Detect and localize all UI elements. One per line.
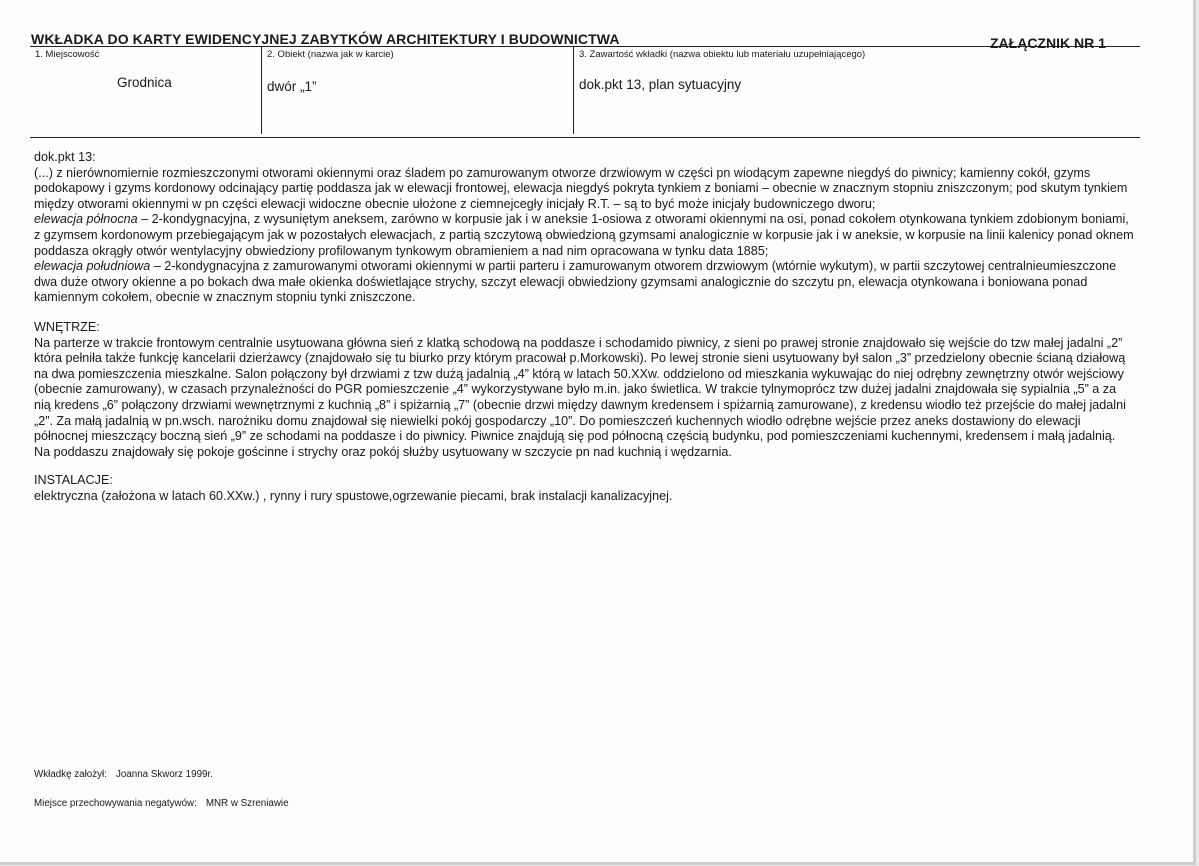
installations-heading: INSTALACJE:: [34, 473, 113, 488]
contents-label: 3. Zawartość wkładki (nazwa obiektu lub materiału uzupełniającego): [579, 49, 866, 60]
storage-line: [34, 798, 289, 809]
object-label: 2. Obiekt (nazwa jak w karcie): [267, 49, 394, 60]
spacer: [34, 306, 1134, 320]
storage-label: Miejsce przechowywania negatywów:: [34, 798, 197, 809]
south-elevation-text: – 2-kondygnacyjna z zamurowanymi otworami okiennymi w partii parteru i zamurowanym otworem drzwiowym (wtórnie wykutym), w partii szczytowej centralnieumieszczone dwa duże otwory okienne a po bokach dwa małe okienka doświetlające strychy, szczyt elewacji obwiedziony gzymsami analogicznie do szczytu pn, elewacja otynkowana i boniowana ponad kamiennym cokołem, obecnie w znacznym stopniu tynki zniszczone.: [34, 259, 1117, 305]
south-elevation-paragraph: [34, 259, 1134, 306]
north-elevation-label: elewacja północna: [34, 212, 138, 227]
installations-text: elektryczna (założona w latach 60.XXw.) , rynny i rury spustowe,ogrzewanie piecami, brak instalacji kanalizacyjnej.: [34, 488, 673, 503]
contents-cell: [573, 47, 1141, 134]
author-label: Wkładkę założył:: [34, 769, 107, 780]
object-value: dwór „1”: [267, 79, 317, 94]
spacer: [34, 460, 1134, 473]
locality-value: Grodnica: [117, 75, 172, 90]
doc-heading: dok.pkt 13:: [34, 150, 96, 164]
interior-text: Na parterze w trakcie frontowym centralnie usytuowana główna sień z klatką schodową na poddasze i schodamido piwnicy, z sieni po prawej stronie znajdowało się wejście do tzw małej jadalni „2” która pełniła także funkcję kancelarii dzierżawcy (znajdowało się tu biurko przy którym pracował p.Morkowski). Po lewej stronie sieni usytuowany był salon „3” przedzielony obecnie ścianą działową na dwa pomieszczenia mieszkalne. Salon połączony był drzwiami z tzw dużą jadalnią „4” którą w latach 50.XXw. oddzielono od mieszkania wykuwając do niej odrębny zewnętrzny otwór wejściowy (obecnie zamurowany), w czasach przynależności do PGR pomieszczenie „4” wykorzystywane było m.in. jako świetlica. W trakcie tylnymoprócz tzw dużej jadalni znajdowała się sypialnia „5” a za nią kredens „6” połączony drzwiami wewnętrznymi z kuchnią „8” i spiżarnią „7” (obecnie drzwi między dawnym kredensem i spiżarnią zamurowane), z kredensu wiodło też przejście do małej jadalni „2”. Za małą jadalnią w pn.wsch. narożniku domu znajdował się niewielki pokój gospodarczy „10”. Do pomieszczeń kuchennych wiodło odrębne wejście przez aneks dostawiony do elewacji północnej mieszczący boczną sień „9” ze schodami na poddasze i do piwnicy. Piwnice znajdują się pod północną częścią budynku, pod pomieszczeniami kuchennymi, kredensem i małą jadalnią. Na poddaszu znajdowały się pokoje gościnne i strychy oraz pokój służby usytuowany w szczycie pn nad kuchnią i wędzarnia.: [34, 335, 1126, 459]
storage-value: MNR w Szreniawie: [205, 798, 289, 809]
doc-paragraph: (...) z nierównomiernie rozmieszczonymi otworami okiennymi oraz śladem po zamurowanym otworze drzwiowym w części pn wiodącym zapewne niegdyś do piwnicy; kamienny cokół, gzyms podokapowy i gzyms kordonowy odcinający partię poddasza jak w elewacji frontowej, elewacja niegdyś pokryta tynkiem z boniami – obecnie w znacznym stopniu zniszczonym; pod skutym tynkiem między otworami okiennymi w pn części elewacji widoczne obecnie ułożone z ciemnejcegły inicjały R.T. – są to być może inicjały budowniczego dworu;: [34, 165, 1128, 211]
annex-label: ZAŁĄCZNIK NR 1: [990, 35, 1106, 51]
fields-table: [30, 47, 1140, 138]
locality-label: 1. Miejscowość: [35, 49, 100, 60]
locality-cell: [30, 47, 261, 134]
interior-heading: WNĘTRZE:: [34, 319, 100, 334]
south-elevation-label: elewacja południowa: [34, 259, 151, 274]
author-line: [34, 769, 213, 780]
north-elevation-text: – 2-kondygnacyjna, z wysuniętym aneksem, zarówno w korpusie jak i w aneksie 1-osiowa z otworami okiennymi na osi, ponad cokołem otynkowana tynkiem zdobionym boniami, z gzymsem kordonowym przebiegającym jak w pozostałych elewacjach, z partią szczytową obwiedzioną gzymsami analogicznie w korpusie jak i w aneksie, w korpusie na linii kalenicy ponad oknem poddasza okrągły otwór wentylacyjny obwiedziony profilowanym tynkowym obramieniem a nad nim opracowana w tynku data 1885;: [34, 212, 1134, 258]
north-elevation-paragraph: [34, 212, 1134, 259]
object-cell: [261, 47, 574, 134]
form-title: WKŁADKA DO KARTY EWIDENCYJNEJ ZABYTKÓW ARCHITEKTURY I BUDOWNICTWA: [31, 31, 620, 47]
document-body: [34, 150, 1134, 504]
contents-value: dok.pkt 13, plan sytuacyjny: [579, 77, 742, 92]
author-value: Joanna Skworz 1999r.: [115, 769, 213, 780]
